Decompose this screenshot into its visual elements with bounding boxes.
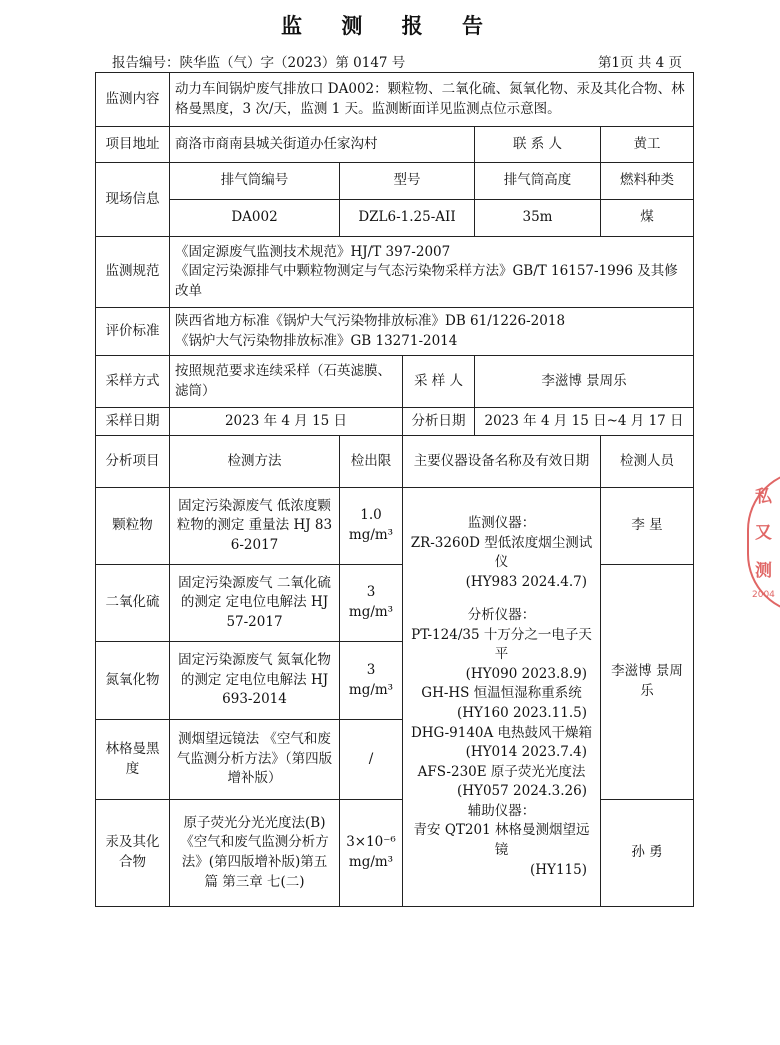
report-number: 报告编号：陕华监（气）字（2023）第 0147 号: [112, 55, 406, 71]
sampler-value: 李滋博 景周乐: [475, 356, 694, 408]
item-method: 测烟望远镜法 《空气和废气监测分析方法》（第四版增补版）: [170, 720, 340, 800]
seal-char: 私: [755, 487, 772, 507]
standard-value: [170, 308, 694, 356]
site-value-fuel: 煤: [601, 200, 694, 237]
site-header-model: 型号: [340, 163, 475, 200]
item-name: 汞及其化合物: [96, 800, 170, 907]
instrument-line: GH-HS 恒温恒湿称重系统: [421, 685, 582, 702]
report-table: [95, 72, 694, 907]
limit-unit: mg/m³: [348, 681, 394, 698]
header-limit: 检出限: [340, 436, 403, 488]
contact-value: 黄工: [601, 127, 694, 163]
item-name: 颗粒物: [96, 488, 170, 565]
instrument-line: 监测仪器：: [467, 514, 536, 531]
instrument-line: (HY014 2023.7.4): [465, 744, 587, 761]
seal-char: 又: [755, 523, 772, 543]
sampling-date-label: 采样日期: [96, 408, 170, 436]
address-value: 商洛市商南县城关街道办任家沟村: [170, 127, 475, 163]
spec-label: 监测规范: [96, 237, 170, 308]
item-method: 固定污染源废气 二氧化硫的测定 定电位电解法 HJ 57-2017: [170, 565, 340, 642]
instrument-line: (HY115): [530, 861, 587, 878]
sampling-method-value: 按照规范要求连续采样（石英滤膜、滤筒）: [170, 356, 403, 408]
content-label: 监测内容: [96, 73, 170, 127]
row-site-headers: [96, 163, 694, 200]
staff-1: 李 星: [601, 488, 694, 565]
analysis-date-label: 分析日期: [403, 408, 475, 436]
seal-year: 2004: [752, 590, 775, 600]
page-info: 第1页 共 4 页: [597, 55, 682, 71]
header-item: 分析项目: [96, 436, 170, 488]
row-address: [96, 127, 694, 163]
seal-stamp: [743, 470, 780, 610]
standard-line-1: 陕西省地方标准《锅炉大气污染物排放标准》DB 61/1226-2018: [175, 312, 566, 329]
standard-line-2: 《锅炉大气污染物排放标准》GB 13271-2014: [175, 332, 458, 349]
limit-number: 1.0: [360, 507, 382, 524]
row-site-values: [96, 200, 694, 237]
item-name: 二氧化硫: [96, 565, 170, 642]
row-sampling-date: [96, 408, 694, 436]
analysis-row-particulate: [96, 488, 694, 565]
site-value-height: 35m: [475, 200, 601, 237]
instrument-line: 青安 QT201 林格曼测烟望远镜: [413, 822, 590, 858]
instrument-line: (HY090 2023.8.9): [465, 665, 587, 682]
limit-number: 3×10⁻⁶: [346, 834, 396, 851]
instrument-line: (HY983 2024.4.7): [465, 573, 587, 590]
seal-char: 测: [755, 561, 772, 581]
instrument-line: (HY160 2023.11.5): [457, 705, 587, 721]
staff-3: 孙 勇: [601, 800, 694, 907]
analysis-row-so2: [96, 565, 694, 642]
instrument-line: PT-124/35 十万分之一电子天平: [411, 626, 592, 663]
contact-label: 联 系 人: [475, 127, 601, 163]
limit-number: 3: [366, 661, 376, 678]
limit-number: 3: [366, 584, 376, 601]
item-limit: [340, 565, 403, 642]
item-method: 固定污染源废气 低浓度颗粒物的测定 重量法 HJ 836-2017: [170, 488, 340, 565]
item-limit: [340, 642, 403, 720]
sampler-label: 采 样 人: [403, 356, 475, 408]
site-value-stack-id: DA002: [170, 200, 340, 237]
spec-value: [170, 237, 694, 308]
item-name: 氮氧化物: [96, 642, 170, 720]
analysis-date-value: 2023 年 4 月 15 日~4 月 17 日: [475, 408, 694, 436]
limit-unit: mg/m³: [348, 527, 394, 543]
standard-label: 评价标准: [96, 308, 170, 356]
row-sampling-method: [96, 356, 694, 408]
report-title: 监 测 报 告: [281, 14, 499, 38]
header-staff: 检测人员: [601, 436, 694, 488]
sampling-date-value: 2023 年 4 月 15 日: [170, 408, 403, 436]
site-label: 现场信息: [96, 163, 170, 237]
header-instruments: 主要仪器设备名称及有效日期: [403, 436, 601, 488]
site-header-stack-id: 排气筒编号: [170, 163, 340, 200]
row-content: [96, 73, 694, 127]
limit-unit: mg/m³: [348, 854, 394, 870]
address-label: 项目地址: [96, 127, 170, 163]
item-limit: [340, 800, 403, 907]
spec-line-2: 《固定污染源排气中颗粒物测定与气态污染物采样方法》GB/T 16157-1996 及其修改单: [175, 263, 678, 299]
instrument-line: DHG-9140A 电热鼓风干燥箱: [410, 724, 593, 741]
instrument-line: 辅助仪器：: [467, 802, 536, 819]
sampling-method-label: 采样方式: [96, 356, 170, 408]
spec-line-1: 《固定源废气监测技术规范》HJ/T 397-2007: [175, 243, 451, 260]
site-value-model: DZL6-1.25-AII: [340, 200, 475, 237]
site-header-height: 排气筒高度: [475, 163, 601, 200]
header-method: 检测方法: [170, 436, 340, 488]
item-name: 林格曼黑度: [96, 720, 170, 800]
row-standard: [96, 308, 694, 356]
instrument-line: ZR-3260D 型低浓度烟尘测试仪: [410, 534, 593, 571]
analysis-header-row: [96, 436, 694, 488]
instrument-line: 分析仪器：: [467, 607, 536, 624]
instruments-cell: [403, 488, 601, 907]
item-method: 固定污染源废气 氮氧化物的测定 定电位电解法 HJ 693-2014: [170, 642, 340, 720]
site-header-fuel: 燃料种类: [601, 163, 694, 200]
staff-2: 李滋博 景周乐: [601, 565, 694, 800]
analysis-row-mercury: [96, 800, 694, 907]
item-method: 原子荧光分光光度法(B) 《空气和废气监测分析方法》(第四版增补版)第五篇 第三章 七(二): [170, 800, 340, 907]
item-limit: /: [340, 720, 403, 800]
item-limit: [340, 488, 403, 565]
limit-unit: mg/m³: [348, 604, 394, 620]
instrument-line: AFS-230E 原子荧光光度法: [417, 763, 586, 780]
content-value: 动力车间锅炉废气排放口 DA002：颗粒物、二氧化硫、氮氧化物、汞及其化合物、林格曼黑度，3 次/天，监测 1 天。监测断面详见监测点位示意图。: [170, 73, 694, 127]
row-spec: [96, 237, 694, 308]
instrument-line: (HY057 2024.3.26): [457, 783, 587, 800]
instrument-spacer: [408, 592, 595, 606]
